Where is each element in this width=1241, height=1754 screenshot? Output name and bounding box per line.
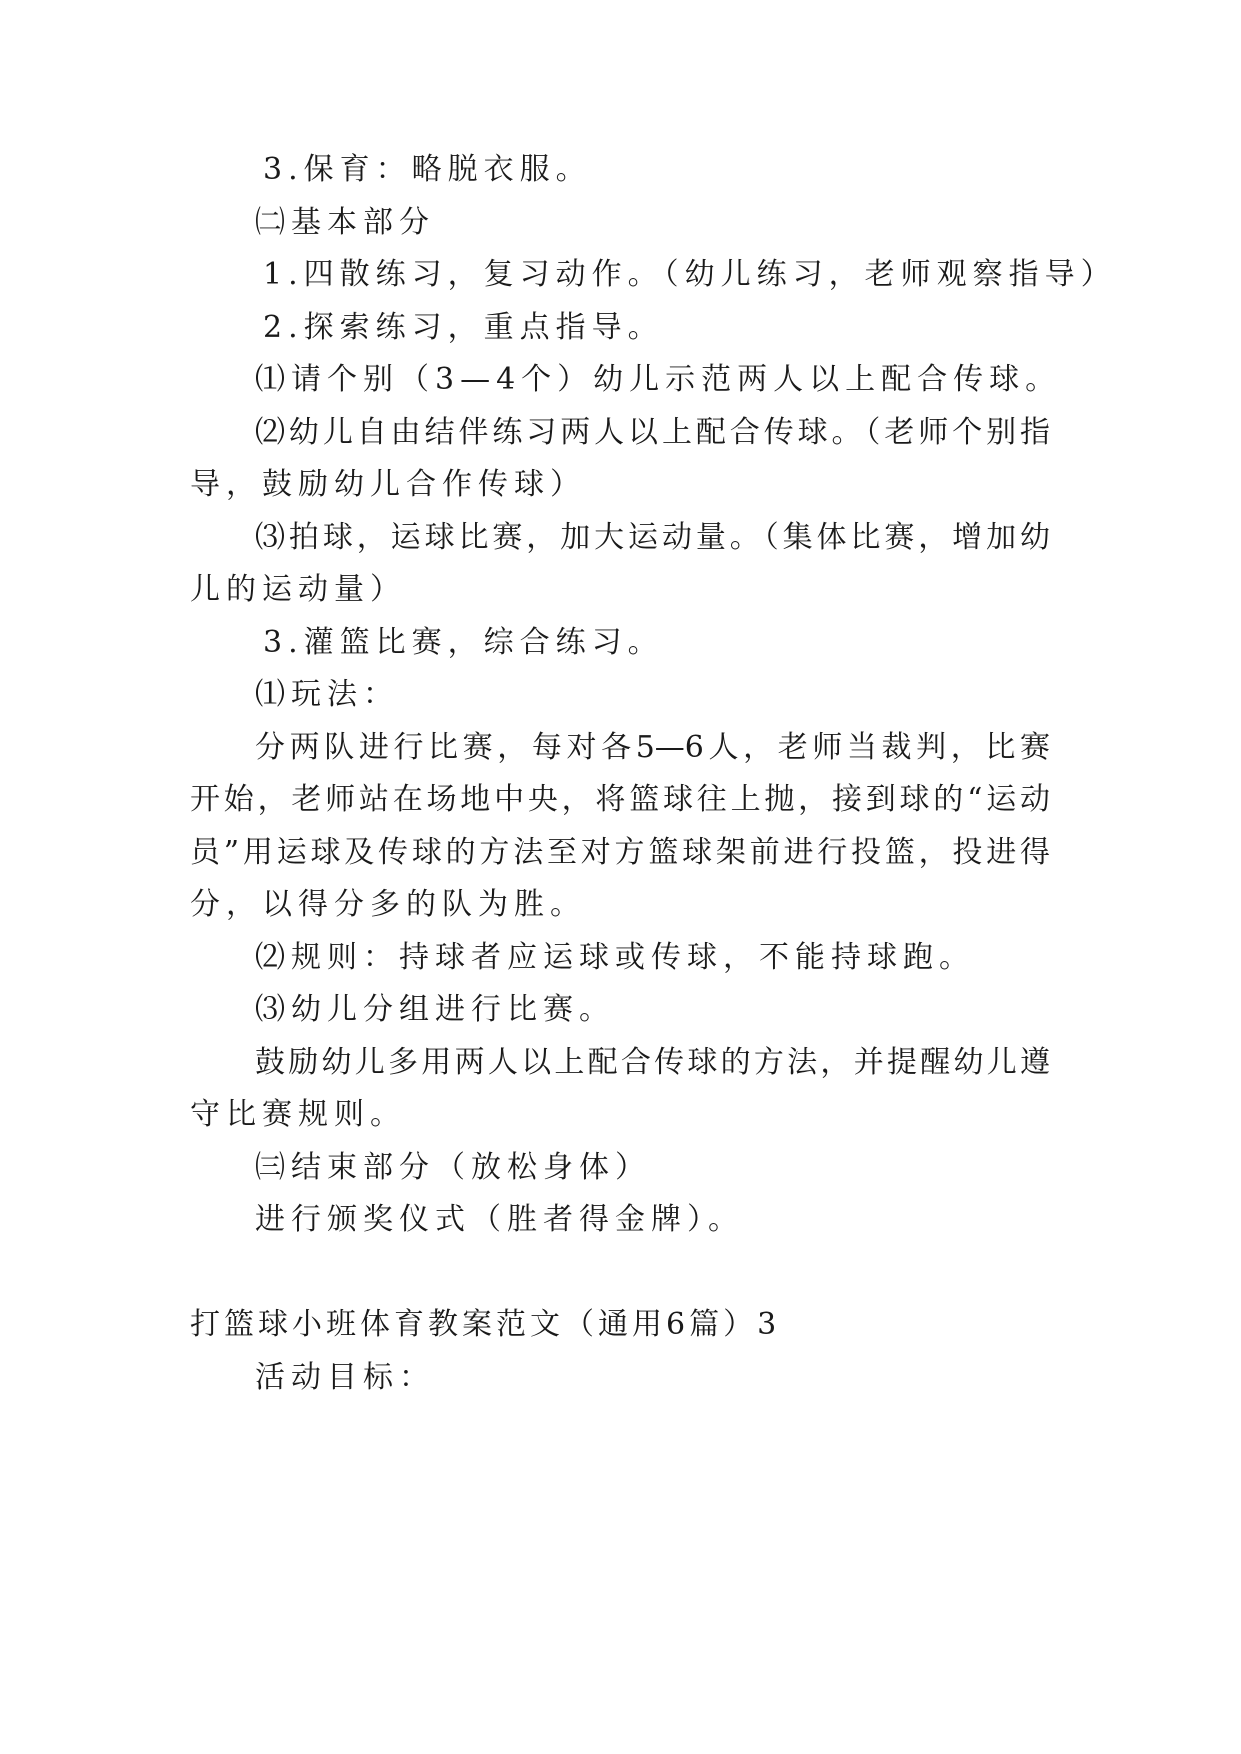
body-line-15: 分，以得分多的队为胜。 — [190, 887, 586, 922]
body-line-10: 3.灌篮比赛，综合练习。 — [263, 625, 664, 660]
article-title: 打篮球小班体育教案范文（通用6篇）3 — [190, 1307, 781, 1342]
section-heading-ending: ㈢结束部分（放松身体） — [255, 1150, 651, 1185]
body-line-07: 导，鼓励幼儿合作传球） — [190, 467, 586, 502]
body-line-19: 守比赛规则。 — [190, 1097, 406, 1132]
body-line-04: 2.探索练习，重点指导。 — [263, 310, 664, 345]
body-line-03: 1.四散练习，复习动作。（幼儿练习，老师观察指导） — [263, 257, 1117, 292]
body-line-16: ⑵规则：持球者应运球或传球，不能持球跑。 — [255, 940, 975, 975]
body-line-23: 活动目标： — [255, 1360, 435, 1395]
body-line-17: ⑶幼儿分组进行比赛。 — [255, 992, 615, 1027]
body-line-18: 鼓励幼儿多用两人以上配合传球的方法，并提醒幼儿遵 — [255, 1045, 1050, 1080]
section-heading-basic: ㈡基本部分 — [255, 205, 435, 240]
body-line-11: ⑴玩法： — [255, 677, 399, 712]
body-line-14: 员”用运球及传球的方法至对方篮球架前进行投篮，投进得 — [190, 835, 1050, 870]
body-line-12: 分两队进行比赛，每对各5—6人，老师当裁判，比赛 — [255, 730, 1050, 765]
body-line-13: 开始，老师站在场地中央，将篮球往上抛，接到球的“运动 — [190, 782, 1050, 817]
body-line-09: 儿的运动量） — [190, 572, 406, 607]
body-line-21: 进行颁奖仪式（胜者得金牌）。 — [255, 1202, 744, 1237]
body-line-08: ⑶拍球，运球比赛，加大运动量。（集体比赛，增加幼 — [255, 520, 1050, 555]
body-line-06: ⑵幼儿自由结伴练习两人以上配合传球。（老师个别指 — [255, 415, 1050, 450]
body-line-01: 3.保育：略脱衣服。 — [263, 152, 592, 187]
body-line-05: ⑴请个别（3—4个）幼儿示范两人以上配合传球。 — [255, 362, 1062, 397]
